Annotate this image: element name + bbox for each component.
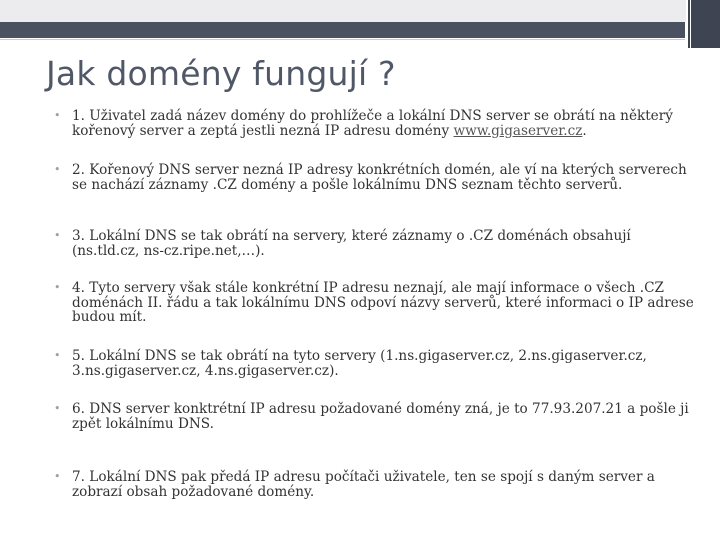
bullet-text-body: 1. Uživatel zadá název domény do prohlížeče a lokální DNS server se obrátí na některý kořenový server a zeptá jestli nezná IP adresu domény [72, 108, 673, 139]
bullet-text: 3. Lokální DNS se tak obrátí na servery, které záznamy o .CZ doménách obsahují (ns.tld.cz, ns-cz.ripe.net,…). [72, 228, 631, 259]
bullet-text: 7. Lokální DNS pak předá IP adresu počítači uživatele, ten se spojí s daným server a zobrazí obsah požadované domény. [72, 469, 655, 500]
bullet-dot: • [54, 281, 61, 294]
header-light-strip [0, 0, 720, 22]
bullet-dot: • [54, 349, 61, 362]
header-dark-band [0, 22, 685, 38]
bullet-dot: • [54, 109, 61, 122]
bullet-text: 5. Lokální DNS se tak obrátí na tyto servery (1.ns.gigaserver.cz, 2.ns.gigaserver.cz, 3.ns.gigaserver.cz, 4.ns.gigaserver.cz). [72, 348, 647, 379]
bullet-dot: • [54, 229, 61, 242]
list-item [54, 402, 694, 431]
bullet-text: 6. DNS server konktrétní IP adresu požadované domény zná, je to 77.93.207.21 a pošle ji zpět lokálnímu DNS. [72, 401, 689, 432]
list-item [54, 349, 694, 378]
bullet-text-end: . [582, 122, 587, 139]
bullet-text [72, 109, 694, 138]
header-corner-accent [686, 0, 720, 48]
list-item [54, 163, 694, 192]
bullet-dot: • [54, 470, 61, 483]
header-rule [0, 39, 685, 40]
bullet-dot: • [54, 163, 61, 176]
list-item [54, 281, 694, 325]
list-item [54, 109, 694, 138]
slide-title: Jak domény fungují ? [46, 54, 396, 93]
domain-link[interactable]: www.gigaserver.cz [453, 122, 583, 139]
bullet-text: 4. Tyto servery však stále konkrétní IP adresu neznají, ale mají informace o všech .CZ doménách II. řádu a tak lokálnímu DNS odpoví názvy serverů, které informaci o IP adrese budou mít. [72, 280, 694, 326]
list-item [54, 470, 694, 499]
bullet-dot: • [54, 402, 61, 415]
slide-header-decoration [0, 0, 720, 48]
list-item [54, 229, 694, 258]
bullet-text: 2. Kořenový DNS server nezná IP adresy konkrétních domén, ale ví na kterých serverech se nachází záznamy .CZ domény a pošle lokálnímu DNS seznam těchto serverů. [72, 162, 687, 193]
